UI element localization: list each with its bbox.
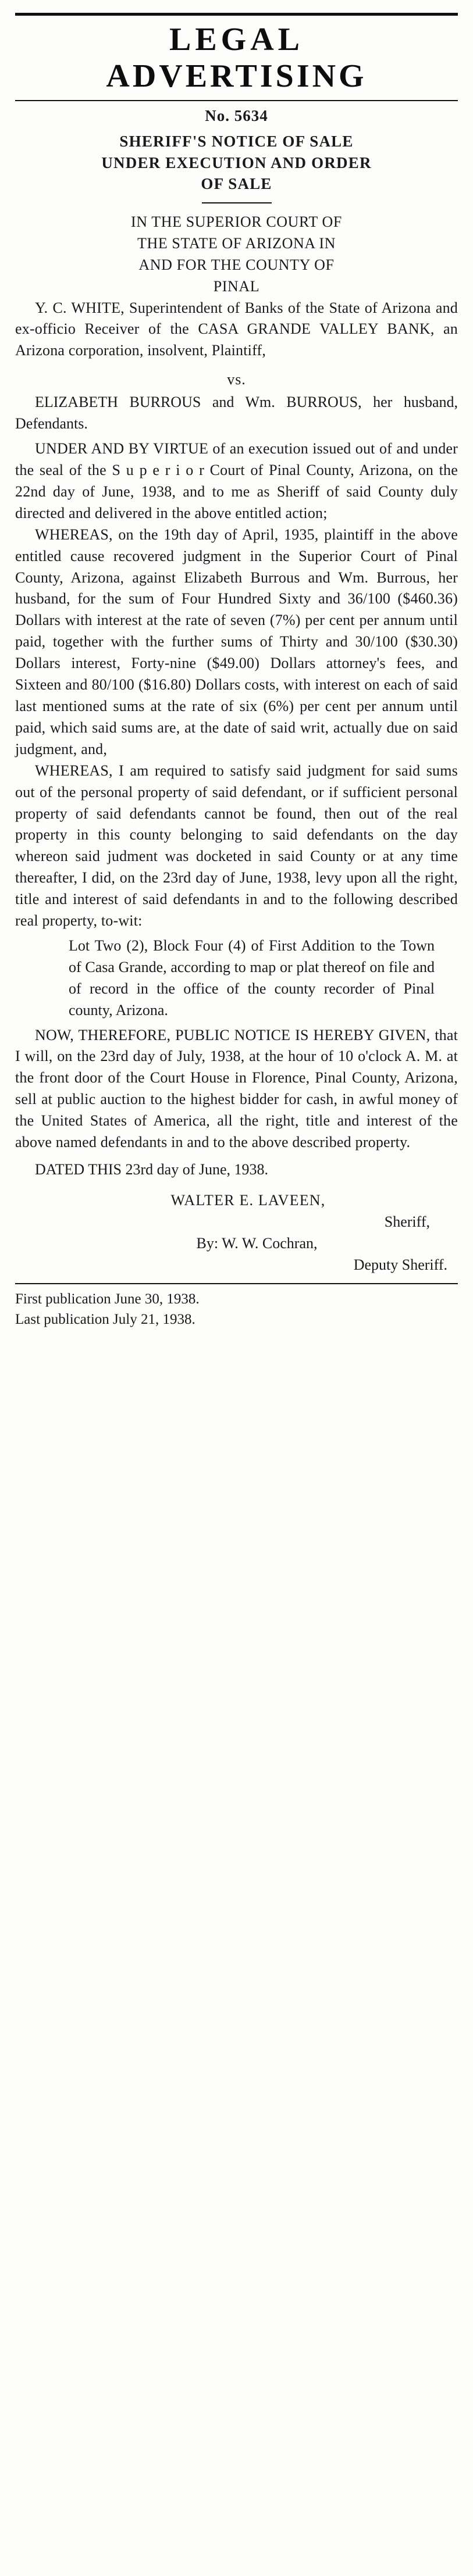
execution-paragraph: UNDER AND BY VIRTUE of an execution issued out of and under the seal of the S u p e r i o r Court of Pinal County, Arizona, on the 22nd day of June, 1938, and to me as Sheriff of said County duly directed and delivered in the above entitled action; — [15, 440, 458, 521]
sheriff-name: WALTER E. LAVEEN, — [170, 1191, 326, 1209]
masthead-bottom-rule — [15, 100, 458, 101]
masthead-top-rule — [15, 13, 458, 16]
headline-line-3: OF SALE — [201, 174, 272, 192]
legal-description-text: Lot Two (2), Block Four (4) of First Addition to the Town of Casa Grande, according to map or plat thereof on file and of record in the office of the county recorder of Pinal county, Arizona. — [69, 937, 435, 1019]
deputy-title: Deputy Sheriff. — [353, 1256, 447, 1273]
whereas-judgment-paragraph: WHEREAS, on the 19th day of April, 1935, plaintiff in the above entitled cause recovered judgment in the Superior Court of Pinal County, Arizona, against Elizabeth Burrous and Wm. Burrous, her husband, for the sum of Four Hundred Sixty and 36/100 ($460.36) Dollars with interest at the rate of seven (7%) per cent per annum until paid, together with the further sums of Thirty and 30/100 ($30.30) Dollars interest, Forty-nine ($49.00) Dollars attorney's fees, and Sixteen and 80/100 ($16.80) Dollars costs, with interest on each of said last mentioned sums at the rate of six (6%) per cent per annum until paid, which said sums are, at the date of said writ, actually due on said judgment, and, — [15, 526, 458, 758]
versus-label: vs. — [227, 371, 246, 388]
headline-line-1: SHERIFF'S NOTICE OF SALE — [119, 133, 354, 151]
court-line-1: IN THE SUPERIOR COURT OF — [131, 213, 342, 230]
court-line-3: AND FOR THE COUNTY OF — [138, 256, 335, 273]
plaintiff-paragraph: Y. C. WHITE, Superintendent of Banks of the State of Arizona and ex-officio Receiver of the CASA GRANDE VALLEY BANK, an Arizona corporation, insolvent, Plaintiff, — [15, 299, 458, 359]
sheriff-title: Sheriff, — [384, 1213, 430, 1230]
headline-line-2: UNDER EXECUTION AND ORDER — [101, 153, 372, 172]
court-line-4: PINAL — [213, 277, 260, 295]
signature-block — [15, 1190, 458, 1276]
notice-headline — [15, 131, 458, 194]
court-line-2: THE STATE OF ARIZONA IN — [137, 234, 336, 252]
first-publication: First publication June 30, 1938. — [15, 1291, 200, 1307]
case-number: No. 5634 — [205, 107, 268, 125]
dated-line: DATED THIS 23rd day of June, 1938. — [35, 1161, 269, 1178]
whereas-levy-paragraph: WHEREAS, I am required to satisfy said judgment for said sums out of the personal property of said defendant, or if sufficient personal property of said defendants cannot be found, then out of the real property in this county belonging to said defendants on the day whereon said judment was docketed in said County or at any time thereafter, I did, on the 23rd day of June, 1938, levy upon all the right, title and interest of said defendants in and to the following described real property, to-wit: — [15, 762, 458, 930]
defendants-paragraph: ELIZABETH BURROUS and Wm. BURROUS, her husband, Defendants. — [15, 394, 458, 433]
legal-description — [15, 935, 458, 1021]
court-heading — [15, 212, 458, 298]
masthead-line-2: ADVERTISING — [106, 58, 367, 94]
publication-divider — [15, 1283, 458, 1284]
page-title — [15, 22, 458, 94]
masthead-line-1: LEGAL — [169, 22, 304, 58]
last-publication: Last publication July 21, 1938. — [15, 1311, 195, 1327]
now-therefore-paragraph: NOW, THEREFORE, PUBLIC NOTICE IS HEREBY GIVEN, that I will, on the 23rd day of July, 1938, at the hour of 10 o'clock A. M. at the front door of the Court House in Florence, Pinal County, Arizona, sell at public auction to the highest bidder for cash, in awful money of the United States of America, all the right, title and interest of the above named defendants in and to the above described property. — [15, 1026, 458, 1151]
deputy-name: By: W. W. Cochran, — [196, 1234, 318, 1252]
headline-divider — [202, 202, 272, 203]
publication-dates — [15, 1289, 458, 1330]
